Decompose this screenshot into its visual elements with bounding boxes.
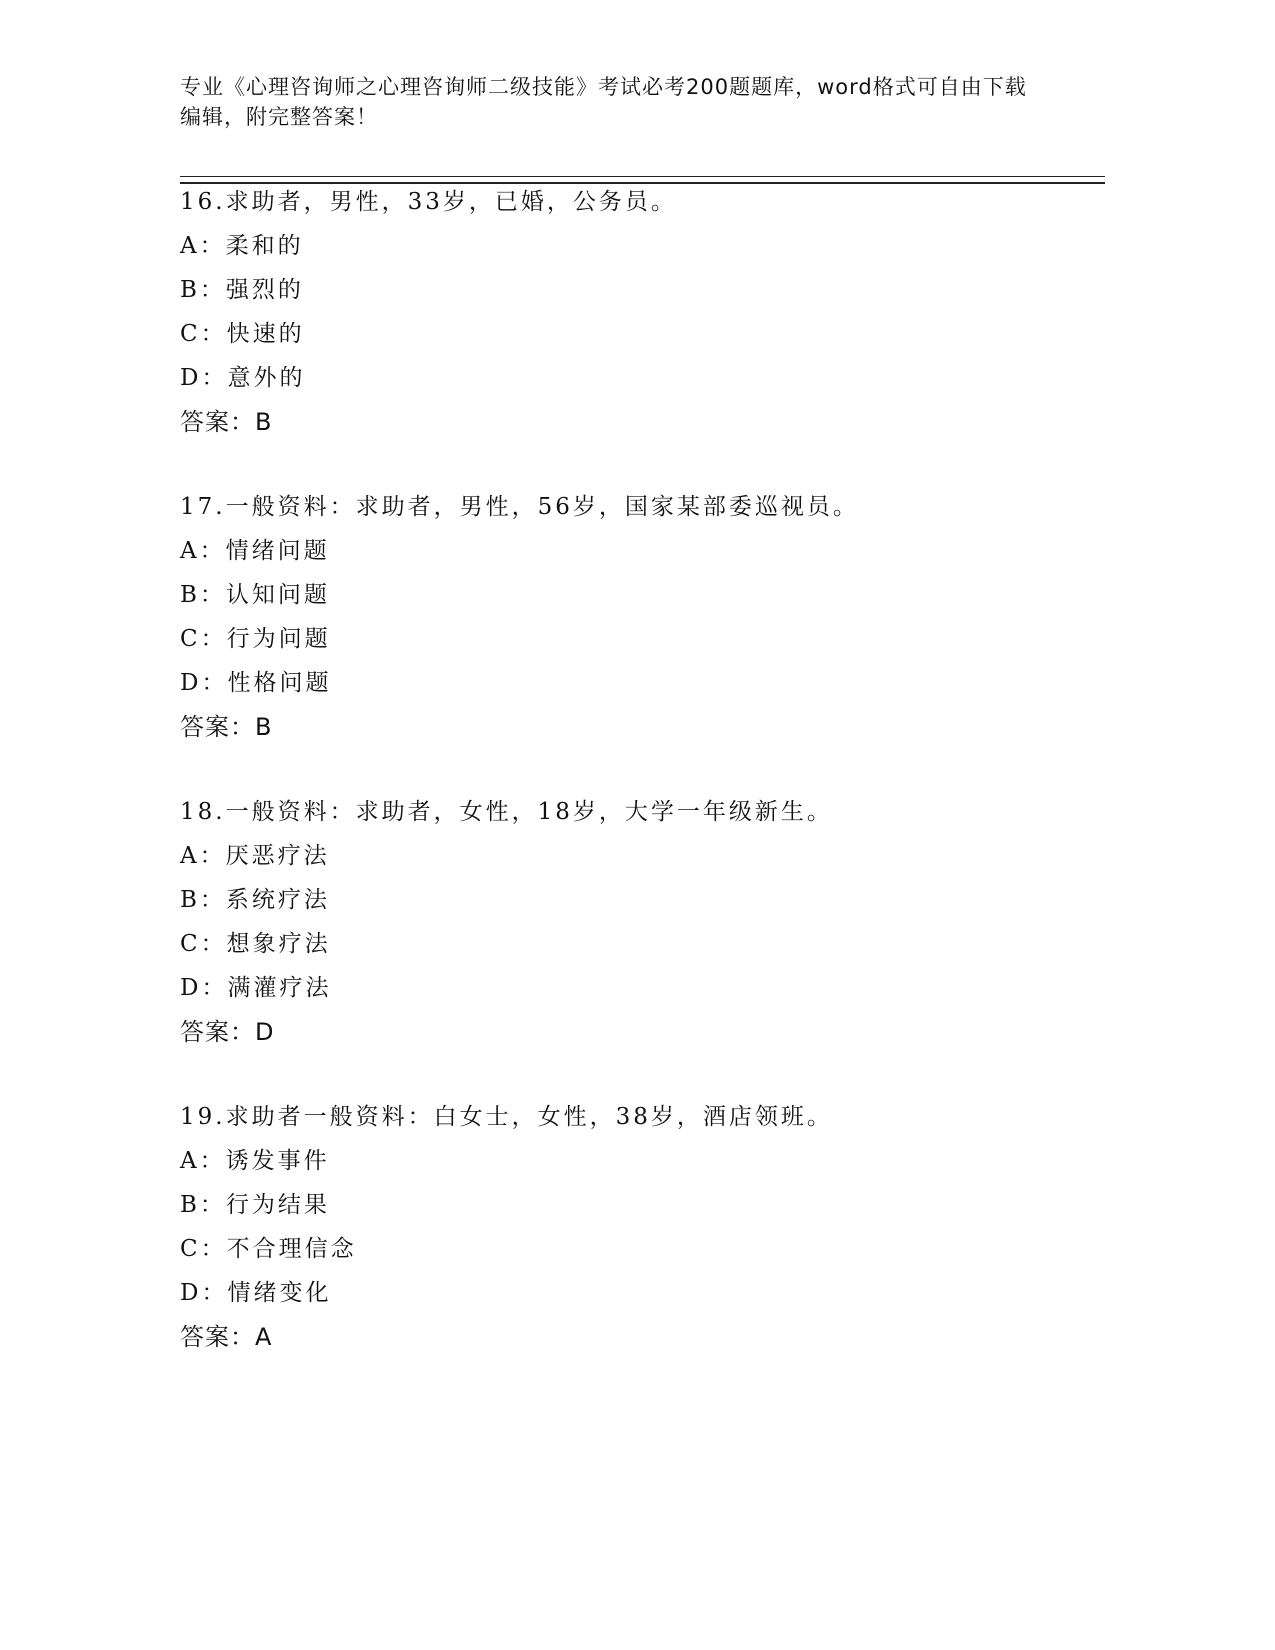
question-stem: 18.一般资料：求助者，女性，18岁，大学一年级新生。 [180, 799, 833, 825]
question-stem: 16.求助者，男性，33岁，已婚，公务员。 [180, 189, 677, 215]
answer: 答案：B [180, 713, 273, 741]
question-stem: 19.求助者一般资料：白女士，女性，38岁，酒店领班。 [180, 1104, 833, 1130]
option-b: B：行为结果 [180, 1192, 330, 1218]
option-a: A：诱发事件 [180, 1148, 330, 1174]
option-c: C：想象疗法 [180, 931, 331, 957]
document-header: 专业《心理咨询师之心理咨询师二级技能》考试必考200题题库，word格式可自由下载编辑，附完整答案！ [180, 75, 1027, 129]
option-c: C：行为问题 [180, 626, 331, 652]
option-d: D：情绪变化 [180, 1280, 332, 1306]
option-b: B：强烈的 [180, 277, 304, 303]
question-17 [180, 485, 1105, 749]
question-stem: 17.一般资料：求助者，男性，56岁，国家某部委巡视员。 [180, 494, 859, 520]
question-18 [180, 790, 1105, 1054]
option-d: D：满灌疗法 [180, 975, 332, 1001]
question-19 [180, 1095, 1105, 1359]
option-c: C：快速的 [180, 321, 305, 347]
option-a: A：厌恶疗法 [180, 843, 330, 869]
option-c: C：不合理信念 [180, 1236, 357, 1262]
answer: 答案：D [180, 1018, 275, 1046]
option-b: B：系统疗法 [180, 887, 330, 913]
answer: 答案：A [180, 1323, 273, 1351]
option-a: A：情绪问题 [180, 538, 330, 564]
option-d: D：意外的 [180, 365, 306, 391]
option-a: A：柔和的 [180, 233, 304, 259]
option-d: D：性格问题 [180, 670, 332, 696]
option-b: B：认知问题 [180, 582, 330, 608]
question-16 [180, 180, 1105, 444]
answer: 答案：B [180, 408, 273, 436]
